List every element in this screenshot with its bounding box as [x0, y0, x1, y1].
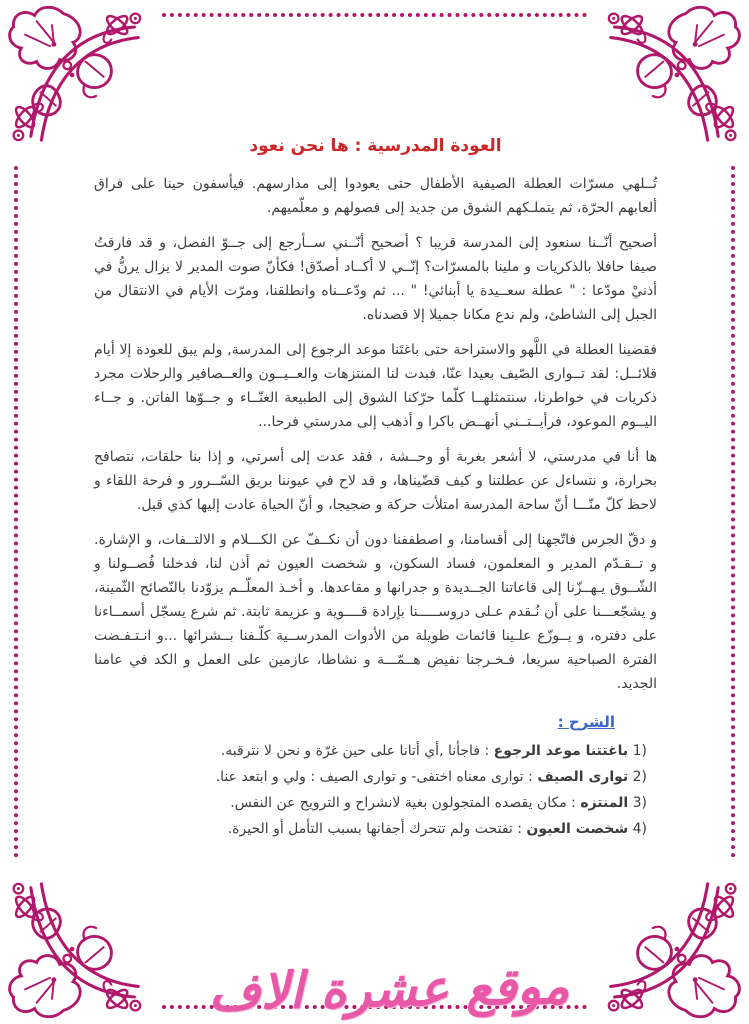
- dotted-border-top: [162, 13, 587, 17]
- item-separator: :: [523, 769, 538, 785]
- paragraph-2: أصحيح أنّــنا سنعود إلى المدرسة قريبا ؟ أصحيح أنّــني ســأرجع إلى جــوّ الفصل، و قد فارقتُ صيفا حافلا بالذكريات و ملينا بالمسرّات؟ إنّــي لا أكــاد أصدّق! فكأنّ صوت المدير لا يزال يرنُّ في أذنيْ مودّعا : " عطلة سعــيدة يا أبنائي! " ... ثم ودّعــناه وانطلقنا، ومرّت الأيام في الانتقال من الجبل إلى الشاطئ، ولم ندع مكانا جميلا إلا قصدناه.: [94, 235, 657, 323]
- item-term: توارى الصيف: [537, 769, 629, 785]
- floral-corner-ornament-icon: [582, 857, 745, 1020]
- item-definition: تفتحت ولم تتحرك أجفانها بسبب التأمل أو الحيرة.: [227, 821, 513, 837]
- item-definition: مكان يقصده المتجولون بغية لانشراح و الترويح عن النفس.: [230, 795, 567, 811]
- item-separator: :: [480, 743, 494, 759]
- item-term: باغتتنا موعد الرجوع: [493, 743, 629, 759]
- item-number: 1): [632, 743, 647, 759]
- item-definition: فاجأنا ,أي أتانا على حين غرّة و نحن لا نترقبه.: [220, 743, 481, 759]
- explanation-list: [94, 738, 647, 842]
- paragraph-5: و دقّ الجرس فاتّجهنا إلى أقسامنا، و اصطففنا دون أن نكــفّ عن الكـــلام و الالتــفات، و الإشارة. و تــقـدّم المدير و المعلمون، فساد السكون، و شخصت العيون ثم أذن لنا، فدخلنا فُصــولنا و الشّــوق يـهــزّنا إلى قاعاتنا الجــديدة و جدرانها و مقاعدها. و أخـذ المعلّــم يزوّدنا بالنّصائح الثّمينة، و يشجّعـــنا على أن نُـقدم عـلى دروســـــنا بإرادة قــــوية و عزيمة ثابتة. ثم شرع يسجّل أسمــاءنا على دفتره، و يــوزّع علـينا قائمات طويلة من الأدوات المدرســية كلّـفنا بــشرائها ...و انـتـفـضت الفترة الصباحية سريعا، فـخـرجنا نفيض هــمّـــة و نشاطا، عازمين على العمل و الكد في عامنا الجديد.: [94, 532, 657, 692]
- item-term: شخصت العيون: [526, 821, 629, 837]
- explanation-item: [94, 790, 647, 816]
- document-title: العودة المدرسية : ها نحن نعود: [249, 136, 502, 156]
- item-separator: :: [566, 795, 581, 811]
- floral-corner-ornament-icon: [4, 857, 167, 1020]
- dotted-border-right: [731, 166, 735, 858]
- paragraph-4: ها أنا في مدرستي، لا أشعر بغربة أو وحــشة ، فقد عدت إلى أسرتي، و إذا بنا حلقات، نتصافح بحرارة، و نتساءل عن عطلتنا و كيف قضّيناها، و قد لاح في عيوننا بريق السّــرور و فرحة اللقاء و لاحظ كلّ منّـــا أنّ ساحة المدرسة امتلأت حركة و ضجيجا، و أنّ الحياة عادت إليها كذي قبل.: [94, 449, 657, 513]
- document-content: [94, 133, 657, 842]
- item-number: 3): [632, 795, 647, 811]
- explanation-item: [94, 738, 647, 764]
- dotted-border-left: [14, 166, 18, 858]
- item-number: 2): [632, 769, 647, 785]
- explanation-item: [94, 764, 647, 790]
- explanation-item: [94, 816, 647, 842]
- item-separator: :: [512, 821, 527, 837]
- explanation-heading: الشرح :: [557, 713, 615, 731]
- paragraph-3: فقضينا العطلة في اللَّهو والاستراحة حتى باغتَنا موعد الرجوع إلى المدرسة, ولم يبق للعودة إلا أيام قلائــل: لقد تــوارى الصّيف بعيدا عنّا، فبدت لنا المنتزهات والعــيــون والعــصافير والرحلات مجرد ذكريات في خواطرنا، سنتمثلهــا كلّما حرّكنا الشوق إلى الطبيعة الغنّــاء و جــوّها الفاتن. و جــاء اليــوم الموعود، فرأيــتــني أنهــض باكرا و أذهب إلى مدرستي فرحا...: [94, 342, 657, 430]
- site-signature: موقع عشرة الاف: [207, 956, 570, 1022]
- item-number: 4): [632, 821, 647, 837]
- item-term: المنتزه: [580, 795, 629, 811]
- item-definition: توارى معناه اختفى- و توارى الصيف : ولي و ابتعد عنا.: [215, 769, 524, 785]
- paragraph-1: تُــلهي مسرّات العطلة الصيفية الأطفال حتى يعودوا إلى مدارسهم. فيأسفون حينا على فراق ألعابهم الحرّة، ثم يتملـكهم الشوق من جديد إلى فصولهم و معلّميهم.: [94, 176, 657, 216]
